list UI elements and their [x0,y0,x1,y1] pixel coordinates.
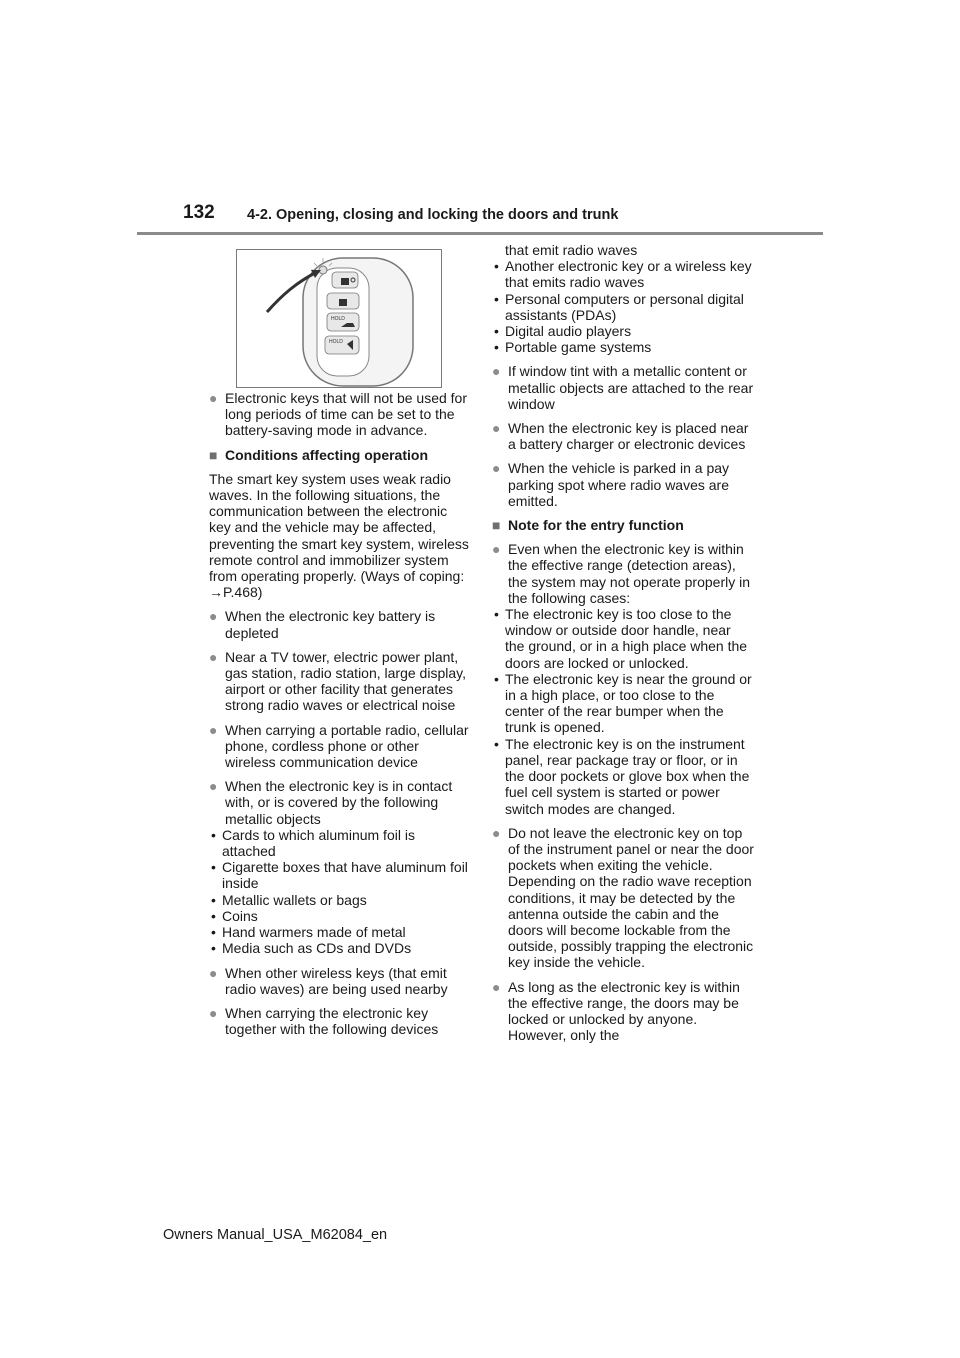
sub-list-item [209,908,471,924]
sub-item-text: The electronic key is too close to the window or outside door handle, near the ground, or in a high place when the doors are locked or unlocked. [505,606,748,671]
sub-item-text: Portable game systems [505,339,652,356]
dash-marker-icon: • [494,258,499,275]
sub-list-item [209,892,471,908]
bullet-text: When the vehicle is parked in a pay parking spot where radio waves are emitted. [508,460,730,509]
dash-marker-icon: • [494,606,499,623]
list-item [492,460,754,509]
heading-marker-icon: ■ [209,446,218,463]
bullet-icon: ● [492,824,501,841]
page-header [183,202,823,234]
page-footer: Owners Manual_USA_M62084_en [163,1227,388,1243]
dash-marker-icon: • [494,339,499,356]
bullet-text: When carrying the electronic key together with the following devices [225,1004,439,1038]
dash-marker-icon: • [211,826,216,843]
bullet-icon: ● [209,964,218,981]
bullet-icon: ● [209,608,218,625]
sub-list-item [209,859,471,891]
dash-marker-icon: • [211,891,216,908]
sub-item-text: Cigarette boxes that have aluminum foil inside [222,859,468,892]
sub-list-item [492,323,754,339]
bullet-icon: ● [492,460,501,477]
page-number: 132 [183,202,215,223]
continuation-text: that emit radio waves [505,242,638,258]
list-item [209,778,471,827]
panic-hold-label: HOLD [329,339,343,345]
dash-marker-icon: • [211,940,216,957]
sub-item-text: Digital audio players [505,323,632,340]
list-item [209,608,471,640]
conditions-paragraph [209,471,471,601]
list-item [209,1005,471,1037]
dash-marker-icon: • [211,859,216,876]
bullet-icon: ● [492,978,501,995]
bullet-text: When the electronic key battery is depleted [225,608,436,641]
sub-list-item [492,291,754,323]
conditions-heading [209,447,471,463]
list-item [209,722,471,771]
sub-item-text: Metallic wallets or bags [222,891,367,908]
sub-item-text: The electronic key is near the ground or in a high place, or too close to the center of the rear bumper when the trunk is opened. [505,670,752,736]
heading-marker-icon: ■ [492,517,501,534]
list-item [492,363,754,412]
bullet-text: When the electronic key is in contact with, or is covered by the following metallic objects [225,778,453,827]
heading-text: Note for the entry function [508,517,684,534]
list-item [209,965,471,997]
bullet-text: Even when the electronic key is within the effective range (detection areas), the system may not operate properly in the following cases: [508,541,751,606]
sub-item-text: Coins [222,907,258,924]
metal-objects-list [209,827,471,957]
sub-item-text: Another electronic key or a wireless key that emits radio waves [505,258,752,291]
sub-item-text: Personal computers or personal digital assistants (PDAs) [505,290,744,323]
sub-item-text: Hand warmers made of metal [222,924,406,941]
paragraph-text: The smart key system uses weak radio waves. In the following situations, the communication between the electronic key and the vehicle may be affected, preventing the smart key system, wireless remote control and immobilizer system from operating properly. (Ways of coping: [209,470,469,585]
sub-list-item [492,258,754,290]
entry-function-heading [492,517,754,533]
bullet-icon: ● [492,420,501,437]
bullet-text: Electronic keys that will not be used for long periods of time can be set to the battery-saving mode in advance. [225,390,468,439]
entry-cases-list [492,606,754,817]
bullet-text: As long as the electronic key is within the effective range, the doors may be locked or unlocked by anyone. However, only the [508,978,740,1044]
dash-marker-icon: • [211,907,216,924]
sub-list-item [209,924,471,940]
list-item [209,649,471,714]
dash-marker-icon: • [494,670,499,687]
header-rule [137,232,823,235]
bullet-icon: ● [209,721,218,738]
bullet-text: When the electronic key is placed near a battery charger or electronic devices [508,420,749,453]
list-item [492,979,754,1044]
sub-item-text: Cards to which aluminum foil is attached [222,826,415,860]
sub-list-item [492,339,754,355]
bullet-text: Near a TV tower, electric power plant, gas station, radio station, large display, airport or other facility that generates strong radio waves or electrical noise [225,648,466,714]
bullet-text: When other wireless keys (that emit radio waves) are being used nearby [225,964,448,997]
devices-list [492,258,754,355]
bullet-icon: ● [492,541,501,558]
dash-marker-icon: • [494,323,499,340]
sub-list-item [492,606,754,671]
smart-key-illustration [237,250,441,387]
bullet-icon: ● [209,1004,218,1021]
sub-list-item [492,736,754,817]
bullet-icon: ● [209,390,218,406]
bullet-icon: ● [209,648,218,665]
list-item [492,420,754,452]
list-item [492,541,754,606]
sub-item-text: Media such as CDs and DVDs [222,940,412,957]
trunk-hold-label: HOLD [331,316,345,322]
sub-list-item [209,940,471,956]
bullet-icon: ● [209,778,218,795]
sub-list-item [492,671,754,736]
section-title: 4-2. Opening, closing and locking the doors and trunk [247,207,619,223]
dash-marker-icon: • [211,924,216,941]
sub-item-text: The electronic key is on the instrument panel, rear package tray or floor, or in the door pockets or glove box when the fuel cell system is started or power switch modes are changed. [505,735,750,817]
page-reference: →P.468) [209,584,263,601]
smart-key-figure [236,249,442,388]
right-column [492,242,754,1051]
left-column [209,390,471,1045]
heading-text: Conditions affecting operation [225,446,428,463]
bullet-text: Do not leave the electronic key on top of the instrument panel or near the door pockets when exiting the vehicle. Depending on the radio wave reception conditions, it may be detected by the antenna outside the cabin and the doors will become lockable from the outside, possibly trapping the electronic key inside the vehicle. [508,824,754,971]
bullet-icon: ● [492,363,501,380]
sub-list-item [209,827,471,859]
list-item [492,825,754,971]
dash-marker-icon: • [494,290,499,307]
bullet-text: If window tint with a metallic content or metallic objects are attached to the rear window [508,363,754,412]
list-item [209,390,471,439]
bullet-text: When carrying a portable radio, cellular phone, cordless phone or other wireless communication device [225,721,469,771]
dash-marker-icon: • [494,735,499,752]
